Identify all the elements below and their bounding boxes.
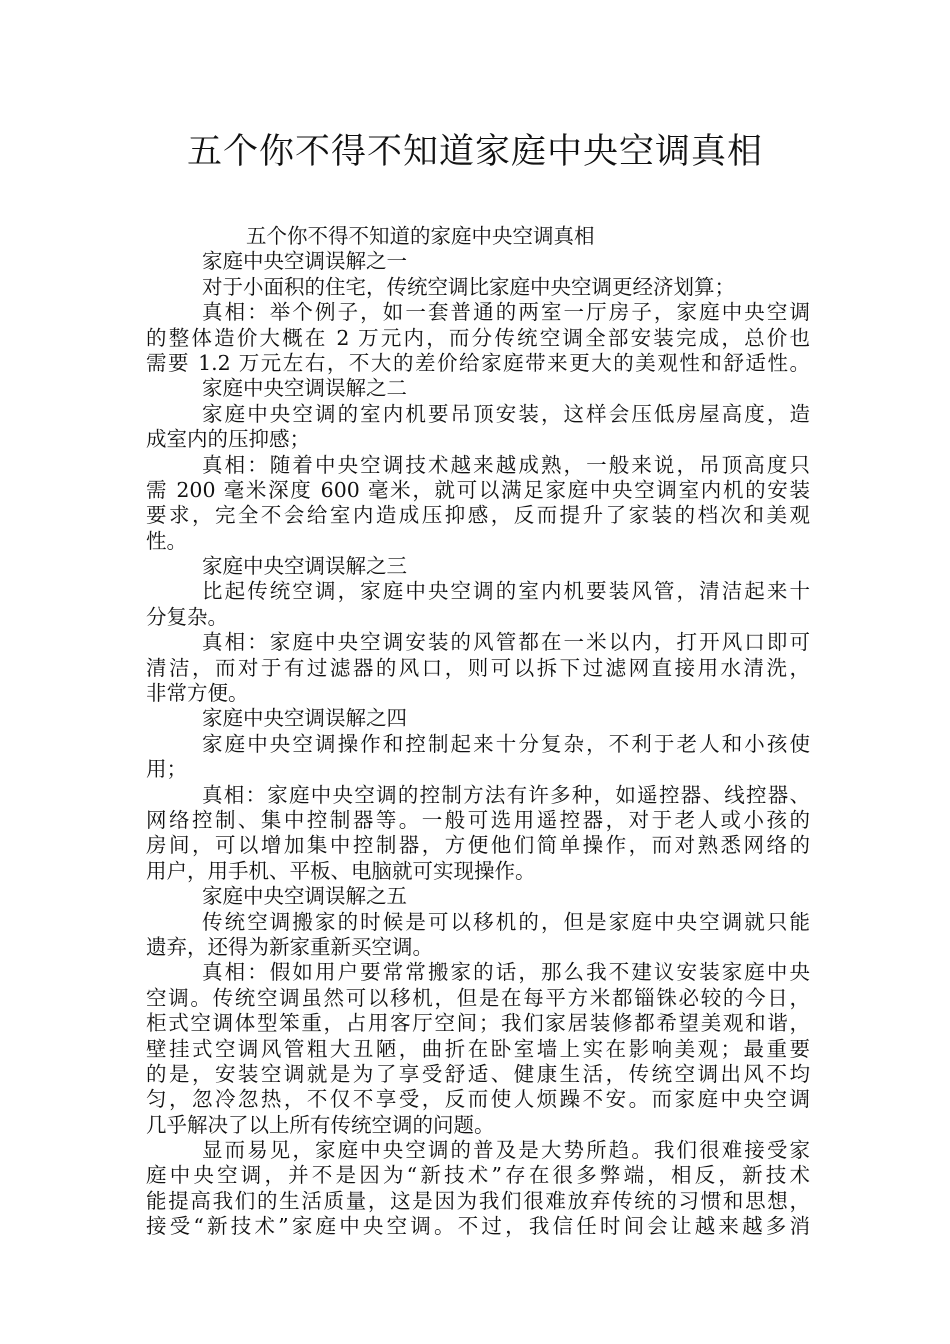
document-title: 五个你不得不知道家庭中央空调真相: [186, 132, 763, 172]
text-line: 房间，可以增加集中控制器，方便他们简单操作，而对熟悉网络的: [146, 833, 810, 858]
text-line: 传统空调搬家的时候是可以移机的，但是家庭中央空调就只能: [202, 909, 810, 934]
text-line: 真相：家庭中央空调安装的风管都在一米以内，打开风口即可: [202, 630, 810, 655]
text-line: 家庭中央空调的室内机要吊顶安装，这样会压低房屋高度，造: [202, 401, 810, 426]
text-line: 用；: [146, 757, 187, 782]
text-line: 遗弃，还得为新家重新买空调。: [146, 934, 433, 959]
text-line: 的整体造价大概在 2 万元内，而分传统空调全部安装完成，总价也: [146, 325, 810, 350]
text-line: 家庭中央空调误解之二: [202, 376, 407, 401]
text-line: 家庭中央空调误解之三: [202, 554, 407, 579]
text-line: 真相：举个例子，如一套普通的两室一厅房子，家庭中央空调: [202, 300, 810, 325]
document-body: [146, 224, 810, 1240]
text-line: 真相：假如用户要常常搬家的话，那么我不建议安装家庭中央: [202, 960, 810, 985]
text-line: 能提高我们的生活质量，这是因为我们很难放弃传统的习惯和思想，: [146, 1188, 810, 1213]
text-line: 显而易见，家庭中央空调的普及是大势所趋。我们很难接受家: [202, 1138, 810, 1163]
text-line: 的是，安装空调就是为了享受舒适、健康生活，传统空调出风不均: [146, 1061, 810, 1086]
text-line: 家庭中央空调误解之四: [202, 706, 407, 731]
text-line: 匀，忽冷忽热，不仅不享受，反而使人烦躁不安。而家庭中央空调: [146, 1087, 810, 1112]
text-line: 用户，用手机、平板、电脑就可实现操作。: [146, 858, 536, 883]
text-line: 庭中央空调，并不是因为“新技术”存在很多弊端，相反，新技术: [146, 1163, 810, 1188]
text-line: 柜式空调体型笨重，占用客厅空间；我们家居装修都希望美观和谐，: [146, 1011, 810, 1036]
text-line: 性。: [146, 528, 187, 553]
text-line: 几乎解决了以上所有传统空调的问题。: [146, 1112, 495, 1137]
text-line: 家庭中央空调操作和控制起来十分复杂，不利于老人和小孩使: [202, 731, 810, 756]
text-line: 家庭中央空调误解之五: [202, 884, 407, 909]
text-line: 成室内的压抑感；: [146, 427, 310, 452]
text-line: 网络控制、集中控制器等。一般可选用遥控器，对于老人或小孩的: [146, 807, 810, 832]
text-line: 对于小面积的住宅，传统空调比家庭中央空调更经济划算；: [202, 274, 735, 299]
text-line: 清洁，而对于有过滤器的风口，则可以拆下过滤网直接用水清洗，: [146, 655, 810, 680]
text-line: 比起传统空调，家庭中央空调的室内机要装风管，清洁起来十: [202, 579, 810, 604]
text-line: 非常方便。: [146, 681, 249, 706]
text-line: 真相：家庭中央空调的控制方法有许多种，如遥控器、线控器、: [202, 782, 810, 807]
text-line: 真相：随着中央空调技术越来越成熟，一般来说，吊顶高度只: [202, 452, 810, 477]
text-line: 分复杂。: [146, 604, 228, 629]
text-line: 需要 1.2 万元左右，不大的差价给家庭带来更大的美观性和舒适性。: [146, 350, 810, 375]
text-line: 接受“新技术”家庭中央空调。不过，我信任时间会让越来越多消: [146, 1214, 810, 1239]
text-line: 家庭中央空调误解之一: [202, 249, 407, 274]
text-line: 要求，完全不会给室内造成压抑感，反而提升了家装的档次和美观: [146, 503, 810, 528]
document-subtitle: 五个你不得不知道的家庭中央空调真相: [246, 224, 595, 248]
text-line: 空调。传统空调虽然可以移机，但是在每平方米都锱铢必较的今日，: [146, 985, 810, 1010]
text-line: 需 200 毫米深度 600 毫米，就可以满足家庭中央空调室内机的安装: [146, 477, 810, 502]
text-line: 壁挂式空调风管粗大丑陋，曲折在卧室墙上实在影响美观；最重要: [146, 1036, 810, 1061]
